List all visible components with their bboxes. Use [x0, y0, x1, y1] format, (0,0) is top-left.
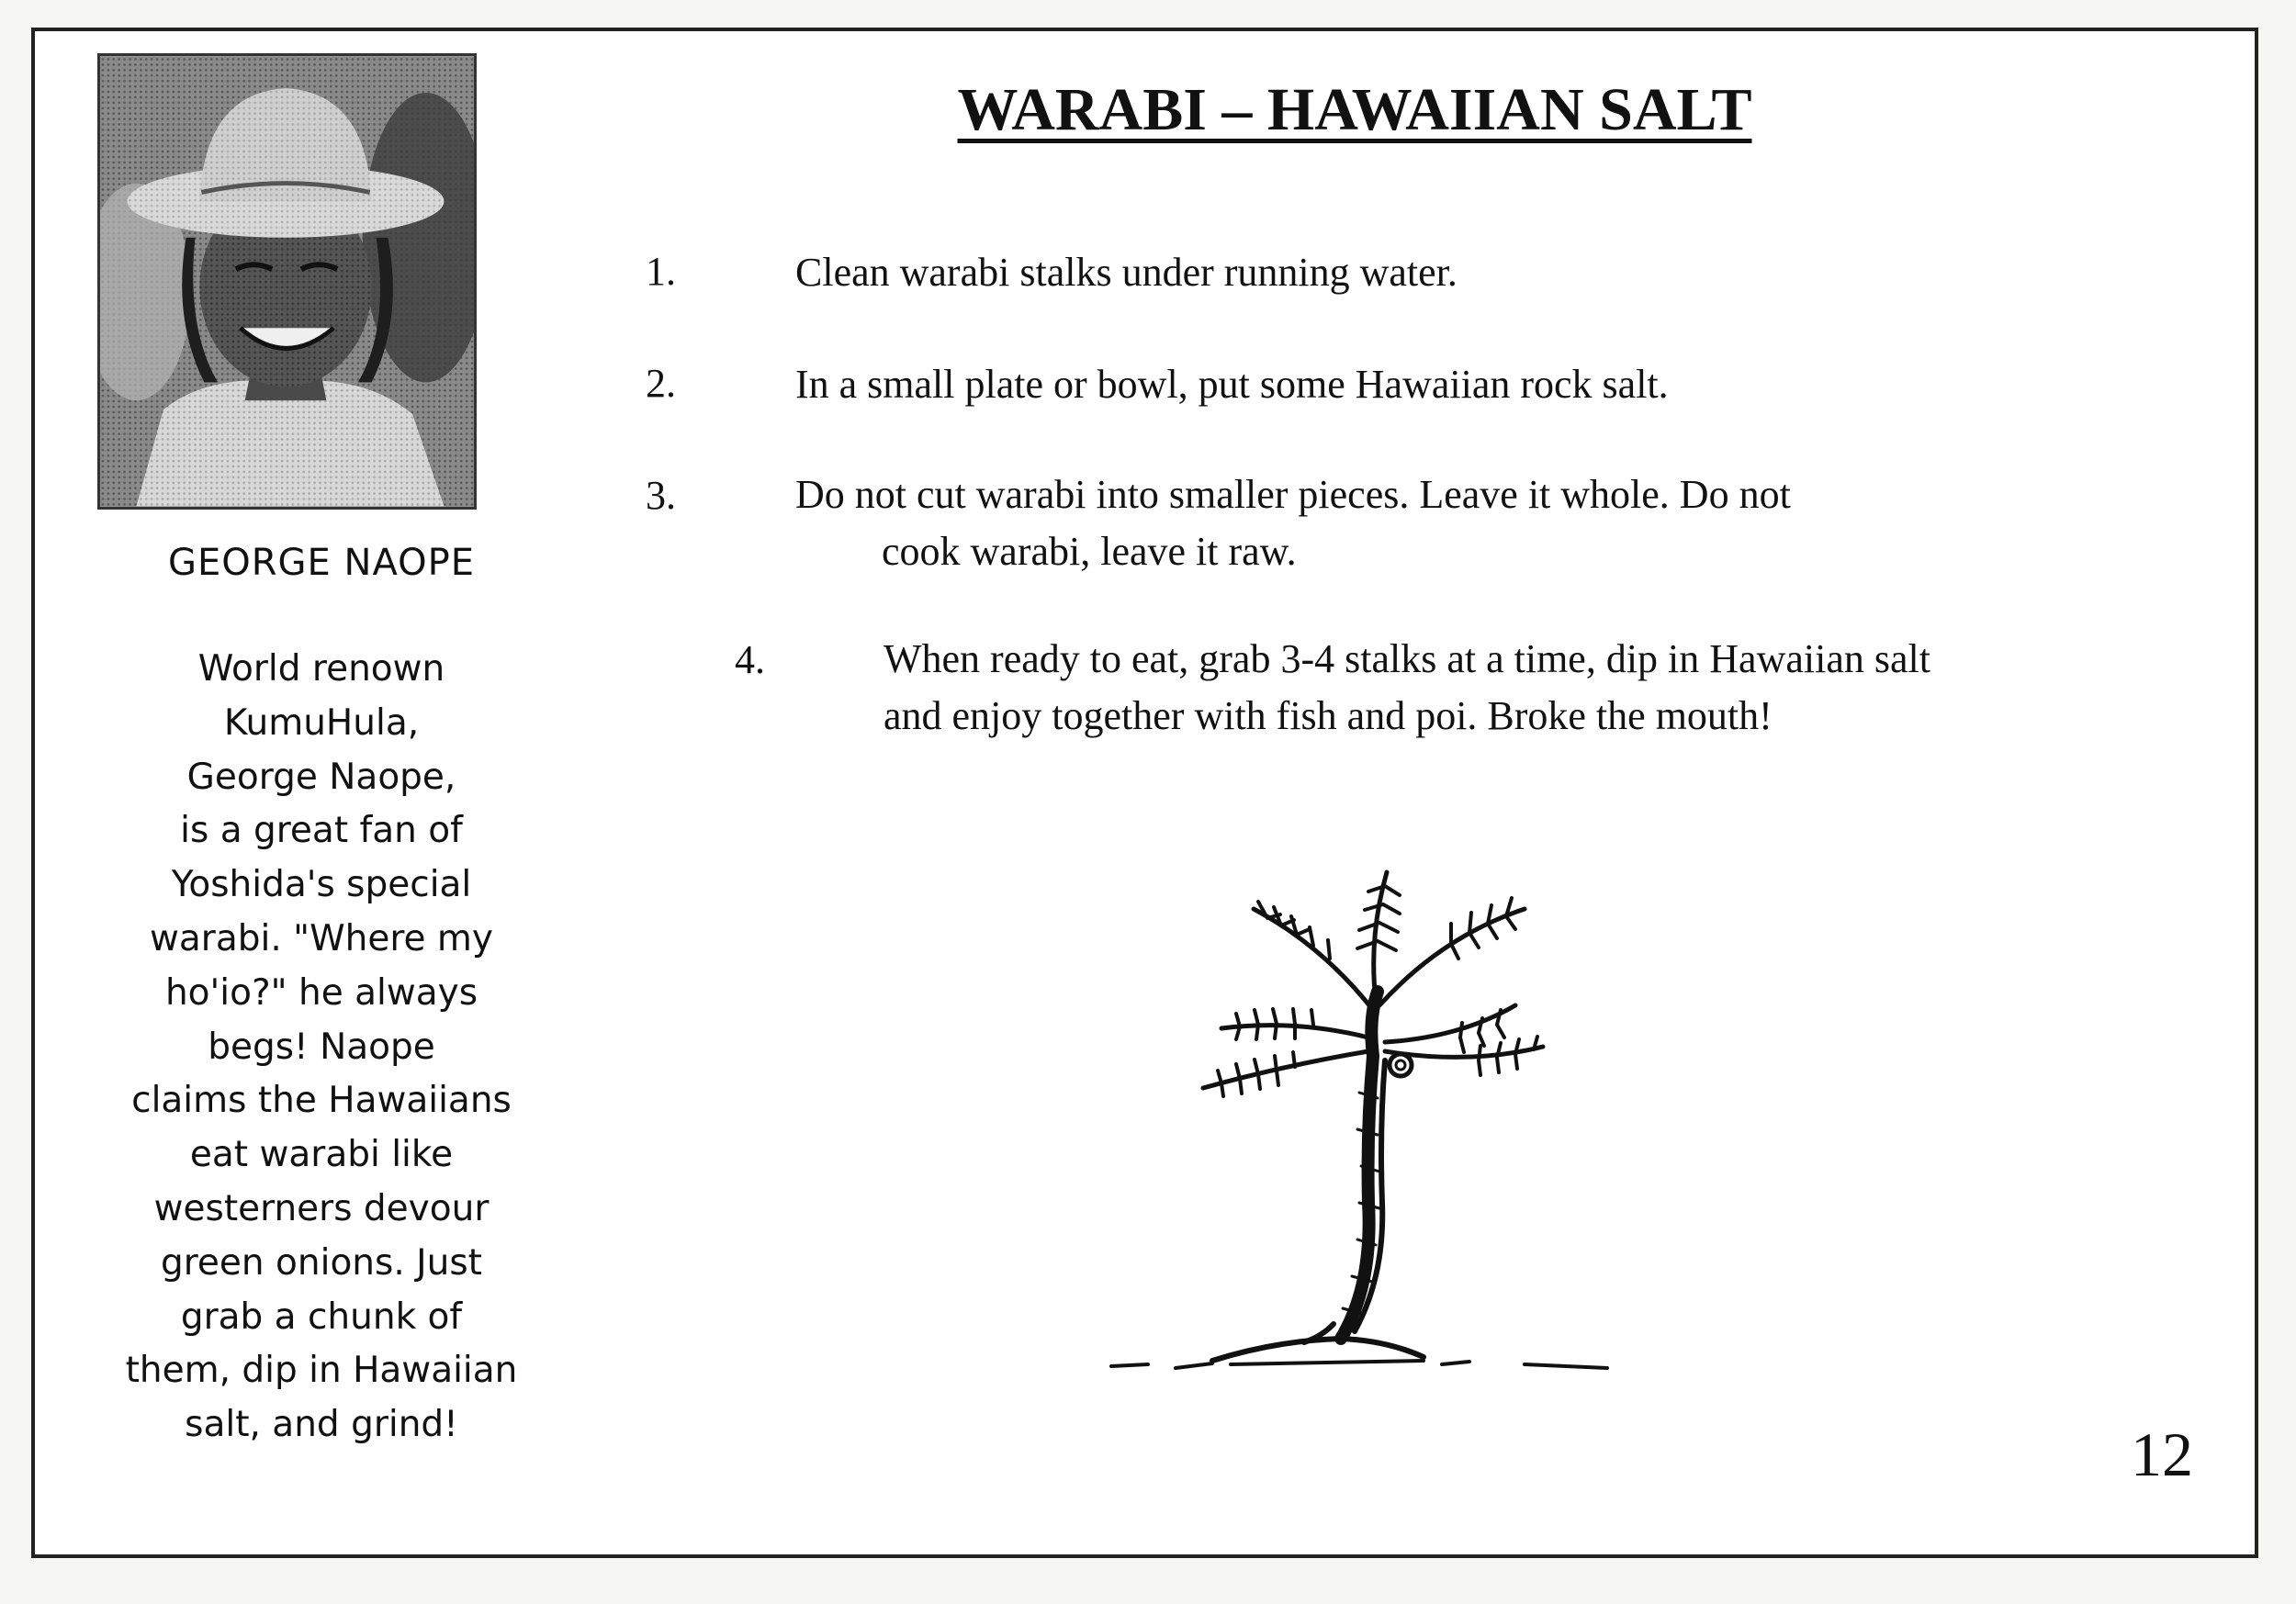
- step-text: [795, 356, 1669, 413]
- bio-line: claims the Hawaiians: [131, 1080, 512, 1122]
- bio-line: KumuHula,: [223, 701, 420, 744]
- step-line: cook warabi, leave it raw.: [882, 529, 1297, 574]
- step-line: and enjoy together with fish and poi. Broke the mouth!: [884, 693, 1773, 738]
- bio-line: ho'io?" he always: [164, 971, 478, 1014]
- step-number: 1.: [646, 249, 676, 294]
- step-text: [795, 244, 1458, 301]
- step-line: Clean warabi stalks under running water.: [795, 250, 1458, 295]
- bio-line: salt, and grind!: [185, 1404, 458, 1446]
- step-number: 3.: [646, 473, 676, 518]
- page-number: 12: [2131, 1419, 2193, 1489]
- bio-line: warabi. "Where my: [150, 917, 493, 959]
- bio-line: Yoshida's special: [171, 864, 472, 906]
- bio-line: is a great fan of: [180, 810, 463, 852]
- step-line: In a small plate or bowl, put some Hawaiian rock salt.: [795, 362, 1669, 407]
- portrait-image: [100, 56, 474, 507]
- step-text: [795, 466, 1791, 580]
- recipe-title: WARABI – HAWAIIAN SALT: [957, 76, 1752, 143]
- bio-line: grab a chunk of: [180, 1296, 463, 1338]
- fern-illustration: [1093, 854, 1644, 1382]
- bio-line: George Naope,: [186, 756, 456, 798]
- bio-line: World renown: [197, 648, 445, 690]
- step-line: When ready to eat, grab 3-4 stalks at a time, dip in Hawaiian salt: [884, 636, 1930, 681]
- bio-line: westerners devour: [153, 1187, 490, 1229]
- step-line: Do not cut warabi into smaller pieces. Leave it whole. Do not: [795, 472, 1791, 517]
- bio-line: them, dip in Hawaiian: [125, 1350, 518, 1392]
- bio-line: begs! Naope: [208, 1026, 435, 1068]
- step-number: 4.: [735, 637, 765, 682]
- step-text: [884, 631, 1930, 745]
- bio-text: [73, 643, 569, 1453]
- bio-line: green onions. Just: [161, 1241, 482, 1284]
- portrait-photo: [97, 53, 477, 510]
- person-name: GEORGE NAOPE: [168, 542, 475, 584]
- step-number: 2.: [646, 361, 676, 406]
- bio-line: eat warabi like: [189, 1134, 454, 1176]
